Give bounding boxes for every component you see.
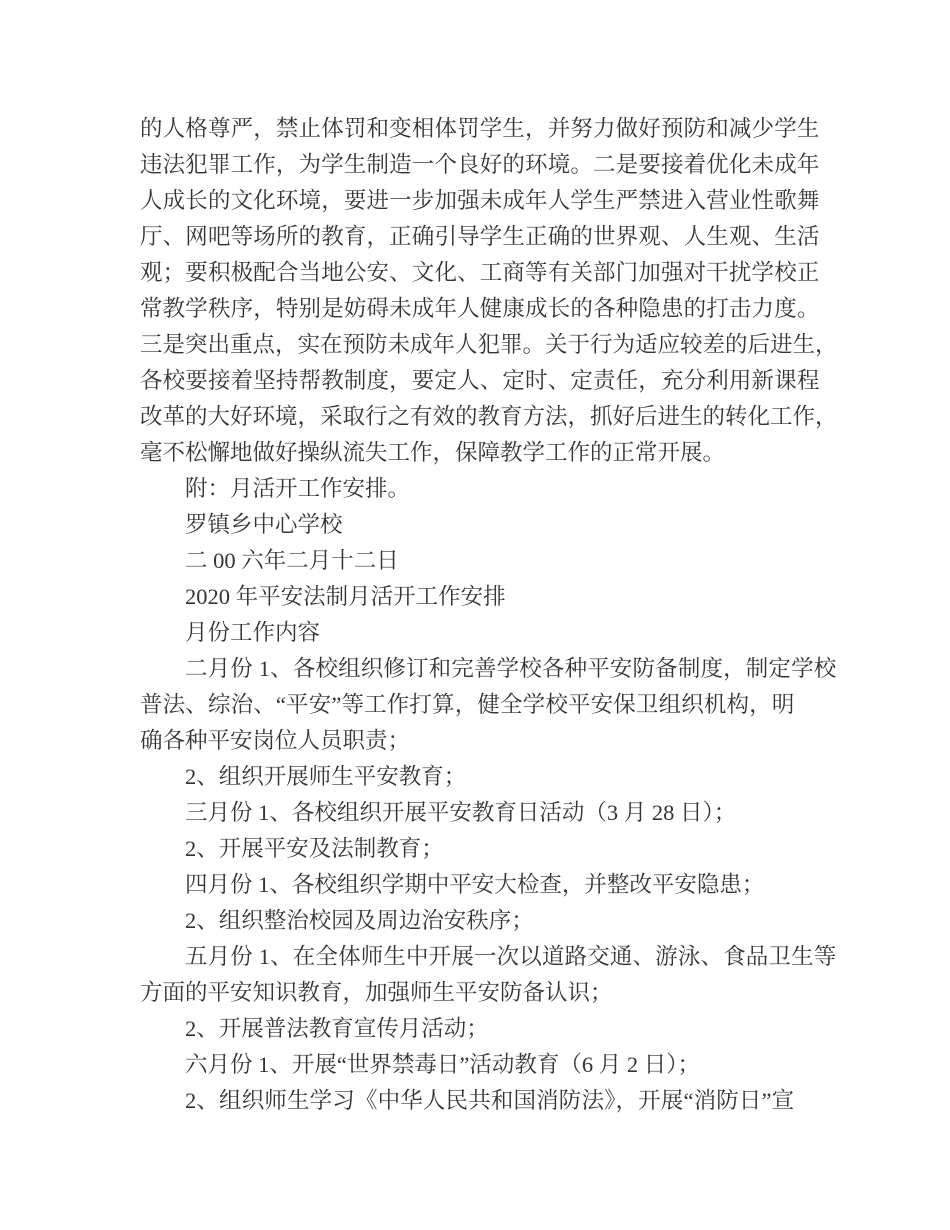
text-line: 普法、综治、“平安”等工作打算，健全学校平安保卫组织机构，明 — [140, 692, 795, 717]
text-line: 各校要接着坚持帮教制度，要定人、定时、定责任，充分利用新课程 — [140, 368, 820, 393]
text-line: 附：月活开工作安排。 — [185, 476, 411, 501]
text-line: 2020 年平安法制月活开工作安排 — [185, 584, 506, 609]
text-line: 2、开展平安及法制教育； — [185, 836, 444, 861]
document-content — [140, 111, 838, 1119]
text-line: 2、组织整治校园及周边治安秩序； — [185, 908, 534, 933]
text-line: 的人格尊严，禁止体罚和变相体罚学生，并努力做好预防和减少学生 — [140, 116, 820, 141]
text-line: 三是突出重点，实在预防未成年人犯罪。关于行为适应较差的后进生， — [140, 332, 838, 357]
text-line: 2、组织师生学习《中华人民共和国消防法》，开展“消防日”宣 — [185, 1088, 795, 1113]
text-line: 月份工作内容 — [185, 620, 321, 645]
text-line: 改革的大好环境，采取行之有效的教育方法，抓好后进生的转化工作， — [140, 404, 838, 429]
text-line: 观；要积极配合当地公安、文化、工商等有关部门加强对干扰学校正 — [140, 260, 820, 285]
text-line: 五月份 1、在全体师生中开展一次以道路交通、游泳、食品卫生等 — [185, 944, 837, 969]
text-line: 2、组织开展师生平安教育； — [185, 764, 467, 789]
text-line: 2、开展普法教育宣传月活动； — [185, 1016, 489, 1041]
text-line: 二月份 1、各校组织修订和完善学校各种平安防备制度，制定学校 — [185, 656, 837, 681]
text-line: 六月份 1、开展“世界禁毒日”活动教育（6 月 2 日）； — [185, 1052, 700, 1077]
text-line: 罗镇乡中心学校 — [185, 512, 343, 537]
text-line: 违法犯罪工作，为学生制造一个良好的环境。二是要接着优化未成年 — [140, 152, 820, 177]
text-line: 确各种平安岗位人员职责； — [140, 728, 411, 753]
text-line: 常教学秩序，特别是妨碍未成年人健康成长的各种隐患的打击力度。 — [140, 296, 820, 321]
text-line: 毫不松懈地做好操纵流失工作，保障教学工作的正常开展。 — [140, 440, 726, 465]
text-line: 二 00 六年二月十二日 — [185, 548, 399, 573]
text-line: 人成长的文化环境，要进一步加强未成年人学生严禁进入营业性歌舞 — [140, 188, 820, 213]
text-line: 方面的平安知识教育，加强师生平安防备认识； — [140, 980, 613, 1005]
text-line: 四月份 1、各校组织学期中平安大检查，并整改平安隐患； — [185, 872, 765, 897]
text-line: 厅、网吧等场所的教育，正确引导学生正确的世界观、人生观、生活 — [140, 224, 820, 249]
text-line: 三月份 1、各校组织开展平安教育日活动（3 月 28 日）； — [185, 800, 737, 825]
